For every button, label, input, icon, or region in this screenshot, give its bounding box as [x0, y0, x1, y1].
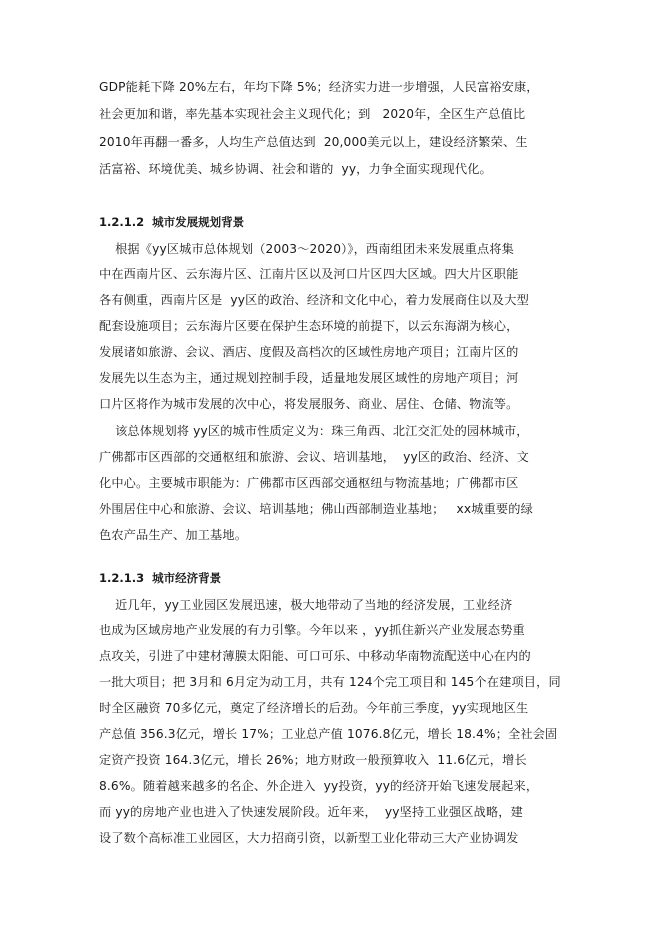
paragraph-line: 2010年再翻一番多，人均生产总值达到 20,000美元以上，建设经济繁荣、生: [99, 135, 528, 149]
paragraph-line: 广佛都市区西部的交通枢纽和旅游、会议、培训基地， yy区的政治、经济、文: [99, 450, 529, 464]
paragraph-line: 而 yy的房地产业也进入了快速发展阶段。近年来， yy坚持工业强区战略，建: [99, 805, 523, 819]
section-heading: 1.2.1.3 城市经济背景: [99, 571, 222, 585]
paragraph-line: 发展先以生态为主，通过规划控制手段，适量地发展区域性的房地产项目；河: [99, 371, 519, 385]
paragraph-line: 配套设施项目；云东海片区要在保护生态环境的前提下，以云东海湖为核心，: [99, 319, 519, 333]
paragraph-line: 外围居住中心和旅游、会议、培训基地；佛山西部制造业基地； xx城重要的绿: [99, 502, 533, 516]
paragraph-line: 社会更加和谐，率先基本实现社会主义现代化；到 2020年，全区生产总值比: [99, 107, 526, 121]
paragraph-line: GDP能耗下降 20%左右，年均下降 5%；经济实力进一步增强，人民富裕安康，: [99, 80, 539, 94]
paragraph-line: 中在西南片区、云东海片区、江南片区以及河口片区四大区域。四大片区职能: [99, 267, 519, 281]
paragraph-line: 根据《yy区城市总体规划（2003～2020）》，西南组团未来发展重点将集: [99, 242, 514, 256]
paragraph-line: 设了数个高标准工业园区，大力招商引资，以新型工业化带动三大产业协调发: [99, 831, 519, 845]
section-heading: 1.2.1.2 城市发展规划背景: [99, 215, 245, 229]
paragraph-line: 一批大项目；把 3月和 6月定为动工月，共有 124个完工项目和 145个在建项目，同: [99, 675, 561, 689]
paragraph-line: 定资产投资 164.3亿元，增长 26%；地方财政一般预算收入 11.6亿元，增长: [99, 753, 527, 767]
paragraph-line: 也成为区域房地产业发展的有力引擎。今年以来 ，yy抓住新兴产业发展态势重: [99, 623, 525, 637]
paragraph-line: 发展诸如旅游、会议、酒店、度假及高档次的区域性房地产项目；江南片区的: [99, 345, 519, 359]
paragraph-line: 8.6%。随着越来越多的名企、外企进入 yy投资，yy的经济开始飞速发展起来，: [99, 779, 539, 793]
paragraph-line: 口片区将作为城市发展的次中心，将发展服务、商业、居住、仓储、物流等。: [99, 397, 519, 411]
paragraph-line: 该总体规划将 yy区的城市性质定义为：珠三角西、北江交汇处的园林城市，: [99, 424, 529, 438]
paragraph-line: 活富裕、环境优美、城乡协调、社会和谐的 yy，力争全面实现现代化。: [99, 162, 492, 176]
paragraph-line: 时全区融资 70多亿元，奠定了经济增长的后劲。今年前三季度，yy实现地区生: [99, 701, 529, 715]
paragraph-line: 各有侧重，西南片区是 yy区的政治、经济和文化中心，着力发展商住以及大型: [99, 293, 529, 307]
paragraph-line: 化中心。主要城市职能为：广佛都市区西部交通枢纽与物流基地；广佛都市区: [99, 476, 519, 490]
paragraph-line: 点攻关，引进了中建材薄膜太阳能、可口可乐、中移动华南物流配送中心在内的: [99, 649, 531, 663]
paragraph-line: 近几年，yy工业园区发展迅速，极大地带动了当地的经济发展，工业经济: [99, 598, 513, 612]
paragraph-line: 产总值 356.3亿元，增长 17%；工业总产值 1076.8亿元，增长 18.4%；全社会固: [99, 727, 558, 741]
paragraph-line: 色农产品生产、加工基地。: [99, 528, 248, 542]
